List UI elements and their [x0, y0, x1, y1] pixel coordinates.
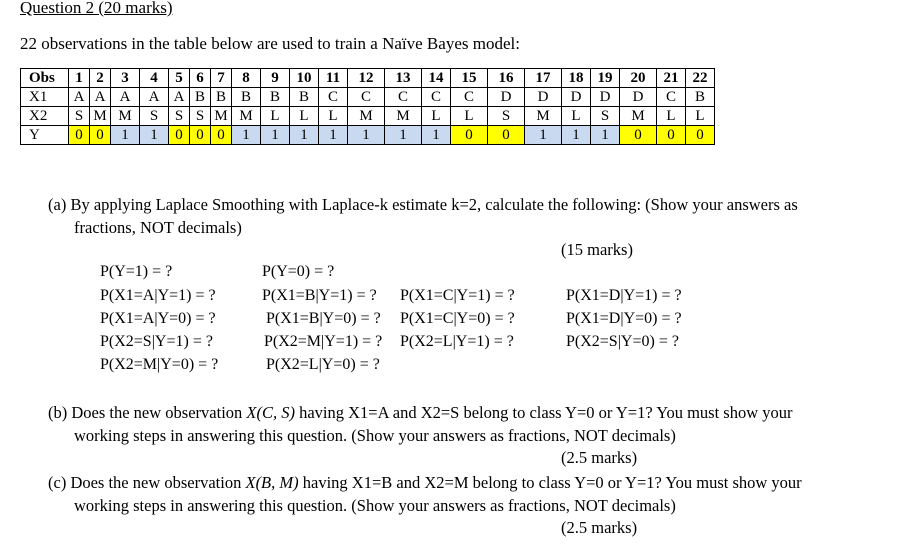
x2-cell: L	[422, 107, 451, 126]
obs-cell: 8	[232, 69, 261, 88]
y-cell: 0	[69, 126, 90, 145]
part-a-line-1: (a) By applying Laplace Smoothing with Laplace-k estimate k=2, calculate the following: (Show your answers as	[48, 195, 798, 214]
obs-cell: 10	[290, 69, 319, 88]
y-cell: 1	[591, 126, 620, 145]
y-cell: 1	[140, 126, 169, 145]
prob-item: P(X2=M|Y=1) = ?	[264, 333, 383, 350]
x2-cell: M	[211, 107, 232, 126]
prob-item: P(Y=1) = ?	[100, 263, 173, 280]
prob-item: P(Y=0) = ?	[262, 263, 335, 280]
part-c-observation: X(B, M)	[245, 473, 299, 492]
part-c	[48, 471, 802, 517]
obs-cell: 20	[620, 69, 657, 88]
obs-cell: 13	[385, 69, 422, 88]
x1-cell: B	[261, 88, 290, 107]
x1-cell: C	[385, 88, 422, 107]
x1-cell: B	[232, 88, 261, 107]
prob-item: P(X1=B|Y=0) = ?	[266, 310, 381, 327]
y-cell: 1	[232, 126, 261, 145]
obs-cell: 12	[348, 69, 385, 88]
obs-cell: 21	[657, 69, 686, 88]
x2-cell: M	[620, 107, 657, 126]
x2-cell: S	[190, 107, 211, 126]
x2-cell: M	[525, 107, 562, 126]
x2-cell: M	[90, 107, 111, 126]
part-c-line-1	[48, 471, 802, 494]
obs-cell: 18	[562, 69, 591, 88]
obs-cell: 16	[488, 69, 525, 88]
x1-cell: B	[211, 88, 232, 107]
x1-cell: D	[562, 88, 591, 107]
x2-cell: S	[488, 107, 525, 126]
x1-cell: B	[686, 88, 715, 107]
obs-cell: 5	[169, 69, 190, 88]
x1-cell: D	[591, 88, 620, 107]
obs-cell: 9	[261, 69, 290, 88]
x1-cell: A	[90, 88, 111, 107]
x2-cell: S	[69, 107, 90, 126]
part-c-suffix: having X1=B and X2=M belong to class Y=0 or Y=1? You must show your	[298, 473, 802, 492]
x2-cell: M	[232, 107, 261, 126]
x1-cell: C	[451, 88, 488, 107]
part-b-marks: (2.5 marks)	[561, 448, 638, 467]
y-cell: 1	[562, 126, 591, 145]
prob-item: P(X1=C|Y=0) = ?	[400, 310, 515, 327]
question-title: Question 2 (20 marks)	[20, 0, 173, 17]
y-cell: 1	[261, 126, 290, 145]
x1-cell: A	[111, 88, 140, 107]
part-b-suffix: having X1=A and X2=S belong to class Y=0 or Y=1? You must show your	[294, 403, 793, 422]
prob-item: P(X1=D|Y=1) = ?	[566, 287, 682, 304]
x2-cell: L	[562, 107, 591, 126]
y-cell: 1	[290, 126, 319, 145]
x1-cell: C	[319, 88, 348, 107]
x2-cell: L	[261, 107, 290, 126]
x2-cell: L	[451, 107, 488, 126]
x2-cell: L	[657, 107, 686, 126]
y-cell: 1	[385, 126, 422, 145]
row-label: X2	[21, 107, 69, 126]
y-row	[21, 126, 715, 145]
y-cell: 0	[90, 126, 111, 145]
row-label: X1	[21, 88, 69, 107]
part-b-line-2: working steps in answering this question. (Show your answers as fractions, NOT decimals)	[74, 426, 676, 445]
obs-cell: 3	[111, 69, 140, 88]
x1-cell: A	[169, 88, 190, 107]
x2-cell: M	[348, 107, 385, 126]
prob-item: P(X2=M|Y=0) = ?	[100, 356, 219, 373]
part-b	[48, 401, 793, 447]
prob-item: P(X2=S|Y=1) = ?	[100, 333, 213, 350]
part-b-observation: X(C, S)	[246, 403, 295, 422]
prob-item: P(X1=D|Y=0) = ?	[566, 310, 682, 327]
prob-item: P(X1=A|Y=1) = ?	[100, 287, 216, 304]
row-label: Obs	[21, 69, 69, 88]
x1-cell: D	[525, 88, 562, 107]
part-b-prefix: (b) Does the new observation	[48, 403, 247, 422]
y-cell: 1	[111, 126, 140, 145]
x2-row	[21, 107, 715, 126]
y-cell: 1	[525, 126, 562, 145]
prob-item: P(X2=S|Y=0) = ?	[566, 333, 679, 350]
y-cell: 0	[169, 126, 190, 145]
part-a	[48, 193, 798, 239]
obs-cell: 14	[422, 69, 451, 88]
y-cell: 0	[488, 126, 525, 145]
obs-cell: 22	[686, 69, 715, 88]
x1-cell: B	[190, 88, 211, 107]
part-a-marks: (15 marks)	[561, 240, 633, 259]
y-cell: 0	[211, 126, 232, 145]
obs-cell: 1	[69, 69, 90, 88]
x2-cell: S	[591, 107, 620, 126]
x1-cell: B	[290, 88, 319, 107]
obs-cell: 11	[319, 69, 348, 88]
y-cell: 0	[451, 126, 488, 145]
row-label: Y	[21, 126, 69, 145]
obs-cell: 15	[451, 69, 488, 88]
x2-cell: S	[169, 107, 190, 126]
part-b-line-1	[48, 401, 793, 424]
part-c-prefix: (c) Does the new observation	[48, 473, 246, 492]
part-a-line-2: fractions, NOT decimals)	[74, 218, 242, 237]
x1-cell: D	[620, 88, 657, 107]
x1-row	[21, 88, 715, 107]
x2-cell: L	[290, 107, 319, 126]
obs-cell: 19	[591, 69, 620, 88]
x1-cell: D	[488, 88, 525, 107]
x1-cell: C	[657, 88, 686, 107]
x1-cell: A	[140, 88, 169, 107]
obs-cell: 7	[211, 69, 232, 88]
intro-text: 22 observations in the table below are used to train a Naïve Bayes model:	[20, 34, 520, 53]
x1-cell: A	[69, 88, 90, 107]
x2-cell: L	[686, 107, 715, 126]
x1-cell: C	[422, 88, 451, 107]
y-cell: 0	[686, 126, 715, 145]
y-cell: 1	[319, 126, 348, 145]
prob-item: P(X2=L|Y=0) = ?	[266, 356, 380, 373]
prob-item: P(X2=L|Y=1) = ?	[400, 333, 514, 350]
observations-table	[20, 68, 715, 145]
prob-item: P(X1=A|Y=0) = ?	[100, 310, 216, 327]
y-cell: 0	[620, 126, 657, 145]
obs-cell: 6	[190, 69, 211, 88]
part-c-marks: (2.5 marks)	[561, 518, 638, 537]
part-c-line-2: working steps in answering this question. (Show your answers as fractions, NOT decimals)	[74, 496, 676, 515]
x2-cell: M	[385, 107, 422, 126]
y-cell: 1	[422, 126, 451, 145]
y-cell: 0	[190, 126, 211, 145]
obs-cell: 2	[90, 69, 111, 88]
prob-item: P(X1=C|Y=1) = ?	[400, 287, 515, 304]
x1-cell: C	[348, 88, 385, 107]
prob-item: P(X1=B|Y=1) = ?	[262, 287, 377, 304]
y-cell: 1	[348, 126, 385, 145]
y-cell: 0	[657, 126, 686, 145]
obs-cell: 4	[140, 69, 169, 88]
x2-cell: L	[319, 107, 348, 126]
obs-cell: 17	[525, 69, 562, 88]
header-row	[21, 69, 715, 88]
x2-cell: S	[140, 107, 169, 126]
x2-cell: M	[111, 107, 140, 126]
